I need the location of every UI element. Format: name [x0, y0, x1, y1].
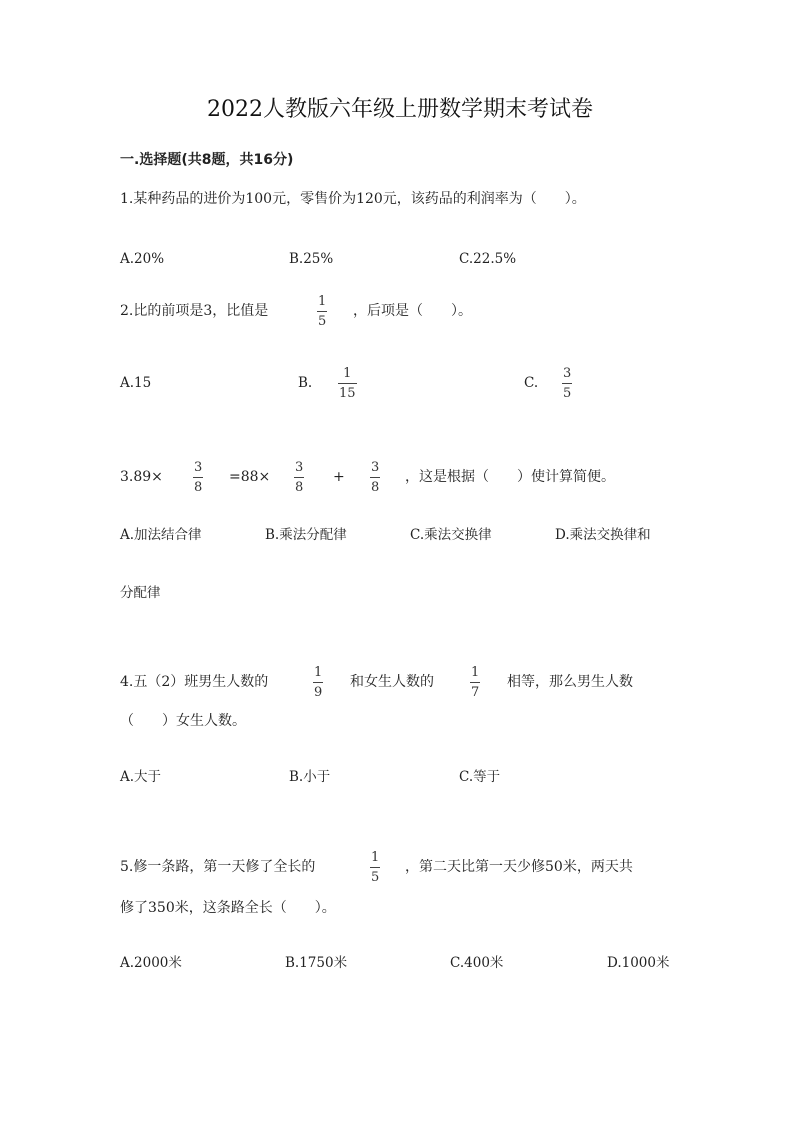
question-5-suffix: ，第二天比第一天少修50米，两天共 [405, 859, 633, 875]
question-4-fraction-1 [313, 665, 323, 700]
fraction-bar [193, 477, 203, 478]
fraction-bar [338, 383, 357, 384]
question-3-fraction-3 [370, 460, 380, 495]
question-3-middle-1: =88× [229, 469, 271, 485]
question-4-option-a: A.大于 [120, 769, 162, 785]
fraction-denominator: 7 [471, 685, 480, 700]
question-1-option-c: C.22.5% [459, 251, 517, 267]
fraction-denominator: 8 [295, 480, 304, 495]
fraction-numerator: 3 [563, 366, 572, 381]
fraction-numerator: 1 [343, 366, 352, 381]
question-3-option-d: D.乘法交换律和 [555, 527, 651, 543]
fraction-numerator: 3 [295, 460, 304, 475]
question-3-fraction-1 [193, 460, 203, 495]
fraction-bar [470, 682, 480, 683]
question-3-plus: + [333, 469, 345, 485]
question-5-option-c: C.400米 [450, 955, 504, 971]
question-3-prefix: 3.89× [120, 469, 163, 485]
fraction-denominator: 8 [371, 480, 380, 495]
question-5-line-2: 修了350米，这条路全长（ ）。 [120, 900, 336, 916]
fraction-denominator: 5 [563, 386, 572, 401]
question-3-option-d-continued: 分配律 [120, 585, 161, 601]
fraction-denominator: 15 [339, 386, 356, 401]
question-3-option-a: A.加法结合律 [120, 527, 202, 543]
fraction-denominator: 9 [314, 685, 323, 700]
question-5-option-d: D.1000米 [607, 955, 670, 971]
fraction-bar [370, 477, 380, 478]
question-3-option-b: B.乘法分配律 [265, 527, 347, 543]
fraction-bar [313, 682, 323, 683]
fraction-denominator: 8 [194, 480, 203, 495]
fraction-numerator: 1 [314, 665, 323, 680]
question-4-prefix: 4.五（2）班男生人数的 [120, 674, 269, 690]
question-1-text: 1.某种药品的进价为100元，零售价为120元，该药品的利润率为（ ）。 [120, 191, 586, 207]
question-4-option-b: B.小于 [289, 769, 331, 785]
fraction-denominator: 5 [371, 870, 380, 885]
fraction-numerator: 1 [371, 850, 380, 865]
question-4-middle: 和女生人数的 [350, 674, 434, 690]
question-1-option-a: A.20% [120, 251, 165, 267]
question-4-suffix: 相等，那么男生人数 [507, 674, 633, 690]
question-2-suffix: ，后项是（ ）。 [353, 303, 472, 319]
question-4-fraction-2 [470, 665, 480, 700]
question-5-option-b: B.1750米 [285, 955, 348, 971]
question-5-fraction [370, 850, 380, 885]
question-1-option-b: B.25% [289, 251, 334, 267]
fraction-bar [294, 477, 304, 478]
question-2-option-b-fraction [338, 366, 357, 401]
question-2-option-c-fraction [562, 366, 572, 401]
question-2-prefix: 2.比的前项是3，比值是 [120, 303, 269, 319]
page-title: 2022人教版六年级上册数学期末考试卷 [207, 97, 593, 122]
question-2-option-a: A.15 [120, 375, 152, 391]
question-5-option-a: A.2000米 [120, 955, 182, 971]
fraction-bar [370, 867, 380, 868]
fraction-bar [562, 383, 572, 384]
question-4-option-c: C.等于 [459, 769, 501, 785]
section-heading: 一.选择题(共8题，共16分) [120, 152, 294, 168]
question-2-option-c: C. [524, 375, 539, 391]
question-3-fraction-2 [294, 460, 304, 495]
fraction-numerator: 1 [471, 665, 480, 680]
fraction-denominator: 5 [318, 314, 327, 329]
question-2-fraction [317, 294, 327, 329]
question-4-line-2: （ ）女生人数。 [120, 713, 246, 729]
fraction-numerator: 3 [194, 460, 203, 475]
question-3-suffix: ，这是根据（ ）使计算简便。 [405, 469, 615, 485]
question-5-prefix: 5.修一条路，第一天修了全长的 [120, 859, 316, 875]
question-3-option-c: C.乘法交换律 [410, 527, 492, 543]
fraction-numerator: 3 [371, 460, 380, 475]
fraction-numerator: 1 [318, 294, 327, 309]
question-2-option-b: B. [298, 375, 313, 391]
fraction-bar [317, 311, 327, 312]
